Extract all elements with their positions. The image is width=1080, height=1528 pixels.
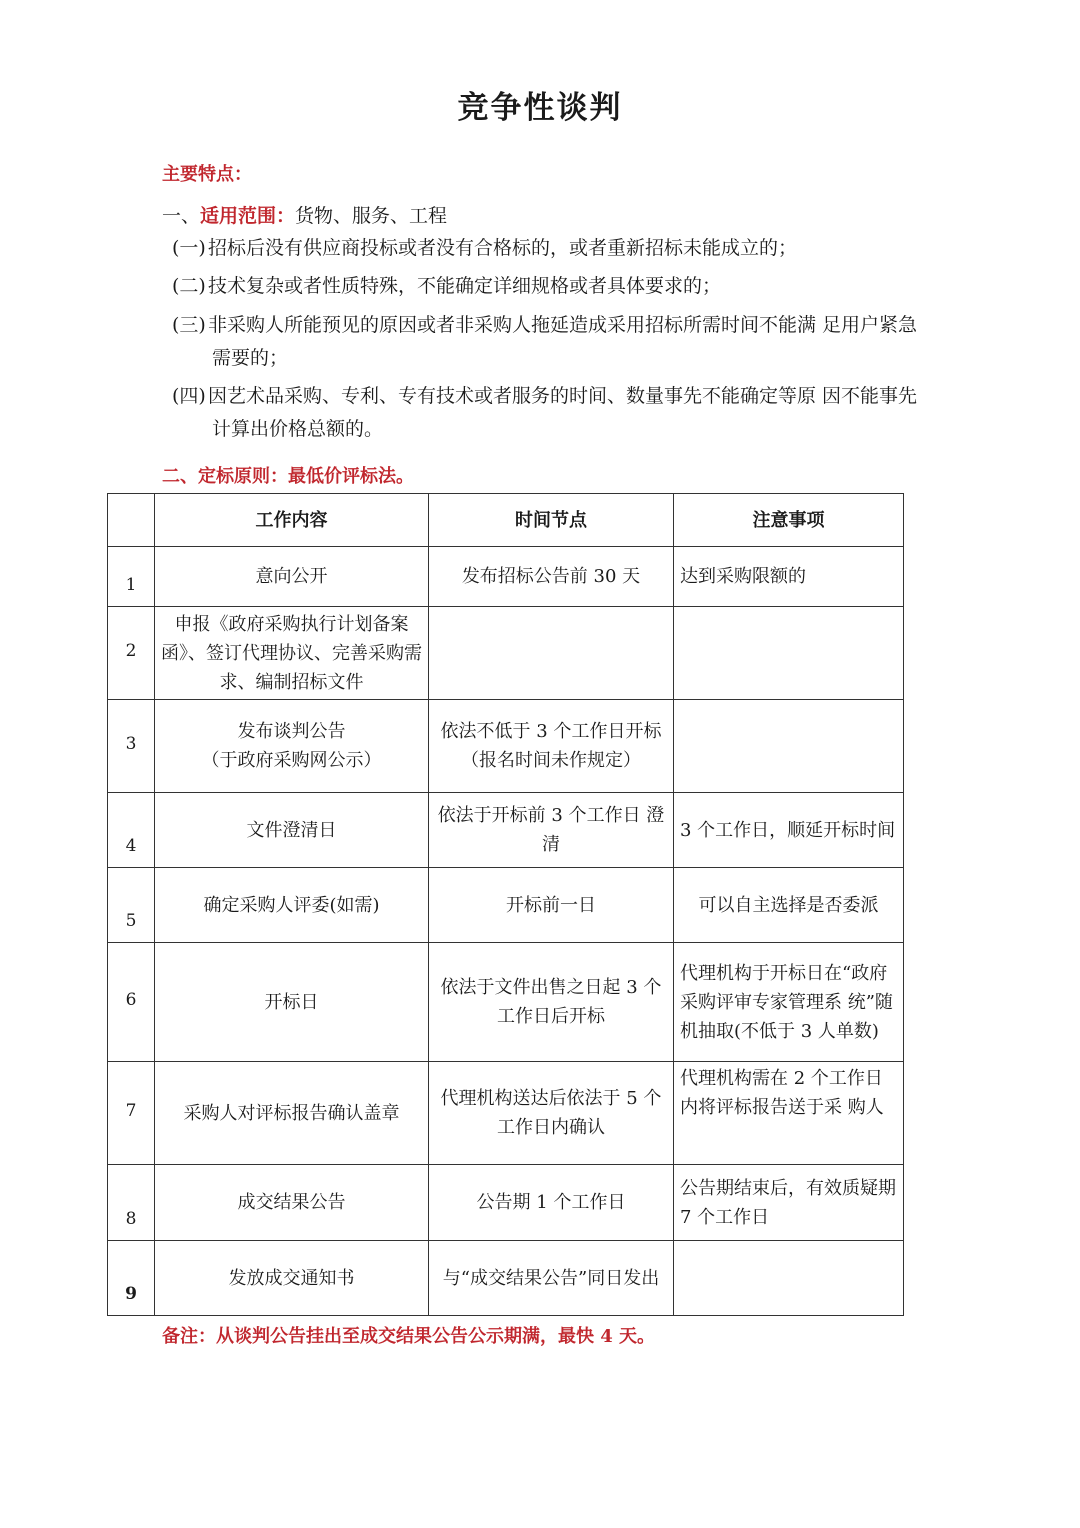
row-work: 发放成交通知书 xyxy=(155,1241,429,1316)
row-work: 成交结果公告 xyxy=(155,1165,429,1241)
features-label: 主要特点： xyxy=(162,164,252,185)
row-time: 开标前一日 xyxy=(429,868,674,943)
row-note xyxy=(674,1241,904,1316)
scope-item-mark: (三) xyxy=(172,314,206,336)
procedure-table xyxy=(107,493,904,1316)
table-row xyxy=(108,943,904,1062)
row-number: 9 xyxy=(108,1241,155,1316)
row-work: 文件澄清日 xyxy=(155,793,429,868)
scope-item-text: 招标后没有供应商投标或者没有合格标的，或者重新招标未能成立的； xyxy=(208,237,798,259)
row-time: 依法于文件出售之日起 3 个工作日后开标 xyxy=(429,943,674,1062)
row-number: 8 xyxy=(108,1165,155,1241)
row-note: 达到采购限额的 xyxy=(674,547,904,607)
row-number: 1 xyxy=(108,547,155,607)
scope-item-3 xyxy=(172,309,922,375)
table-row xyxy=(108,700,904,793)
section-scope-label: 适用范围： xyxy=(200,205,296,227)
row-time: 依法不低于 3 个工作日开标 （报名时间未作规定） xyxy=(429,700,674,793)
scope-item-text: 因艺术品采购、专利、专有技术或者服务的时间、数量事先不能确定等原 因不能事先 xyxy=(208,385,918,407)
row-number: 6 xyxy=(108,943,155,1062)
table-row xyxy=(108,607,904,700)
scope-item-1 xyxy=(172,232,922,265)
row-number: 7 xyxy=(108,1062,155,1165)
section-award-principle: 二、定标原则：最低价评标法。 xyxy=(162,466,414,487)
header-note: 注意事项 xyxy=(674,494,904,547)
section-scope-text: 货物、服务、工程 xyxy=(295,205,448,227)
page-title: 竞争性谈判 xyxy=(457,90,623,126)
row-time: 发布招标公告前 30 天 xyxy=(429,547,674,607)
row-work: 意向公开 xyxy=(155,547,429,607)
row-note: 代理机构需在 2 个工作日内将评标报告送于采 购人 xyxy=(674,1062,904,1165)
scope-item-2 xyxy=(172,270,922,303)
row-time xyxy=(429,607,674,700)
section-scope xyxy=(162,201,447,228)
table-row xyxy=(108,1241,904,1316)
row-note: 公告期结束后，有效质疑期 7 个工作日 xyxy=(674,1165,904,1241)
table-header-row xyxy=(108,494,904,547)
scope-item-mark: (四) xyxy=(172,385,206,407)
scope-item-text: 技术复杂或者性质特殊，不能确定详细规格或者具体要求的； xyxy=(208,275,722,297)
row-note xyxy=(674,700,904,793)
row-work: 确定采购人评委(如需) xyxy=(155,868,429,943)
row-time: 公告期 1 个工作日 xyxy=(429,1165,674,1241)
scope-item-4 xyxy=(172,380,922,446)
row-number: 3 xyxy=(108,700,155,793)
section-scope-prefix: 一、 xyxy=(162,205,201,227)
row-time: 依法于开标前 3 个工作日 澄清 xyxy=(429,793,674,868)
row-work: 发布谈判公告 （于政府采购网公示） xyxy=(155,700,429,793)
row-number: 2 xyxy=(108,607,155,700)
row-note xyxy=(674,607,904,700)
scope-item-mark: (一) xyxy=(172,237,206,259)
row-number: 5 xyxy=(108,868,155,943)
scope-item-continuation: 需要的； xyxy=(212,347,289,369)
scope-item-text: 非采购人所能预见的原因或者非采购人拖延造成采用招标所需时间不能满 足用户紧急 xyxy=(208,314,918,336)
row-time: 与“成交结果公告”同日发出 xyxy=(429,1241,674,1316)
table-row xyxy=(108,547,904,607)
header-index xyxy=(108,494,155,547)
table-row xyxy=(108,793,904,868)
scope-item-continuation: 计算出价格总额的。 xyxy=(212,418,384,440)
header-work: 工作内容 xyxy=(155,494,429,547)
header-time: 时间节点 xyxy=(429,494,674,547)
row-note: 3 个工作日，顺延开标时间 xyxy=(674,793,904,868)
table-row xyxy=(108,868,904,943)
remark-note: 备注：从谈判公告挂出至成交结果公告公示期满，最快 4 天。 xyxy=(162,1326,656,1347)
row-work: 申报《政府采购执行计划备案函》、签订代理协议、完善采购需求、编制招标文件 xyxy=(155,607,429,700)
table-row xyxy=(108,1165,904,1241)
row-note: 可以自主选择是否委派 xyxy=(674,868,904,943)
row-note: 代理机构于开标日在“政府采购评审专家管理系 统”随机抽取(不低于 3 人单数) xyxy=(674,943,904,1062)
table-row xyxy=(108,1062,904,1165)
row-time: 代理机构送达后依法于 5 个工作日内确认 xyxy=(429,1062,674,1165)
row-work: 采购人对评标报告确认盖章 xyxy=(155,1062,429,1165)
row-work: 开标日 xyxy=(155,943,429,1062)
scope-item-mark: (二) xyxy=(172,275,206,297)
row-number: 4 xyxy=(108,793,155,868)
